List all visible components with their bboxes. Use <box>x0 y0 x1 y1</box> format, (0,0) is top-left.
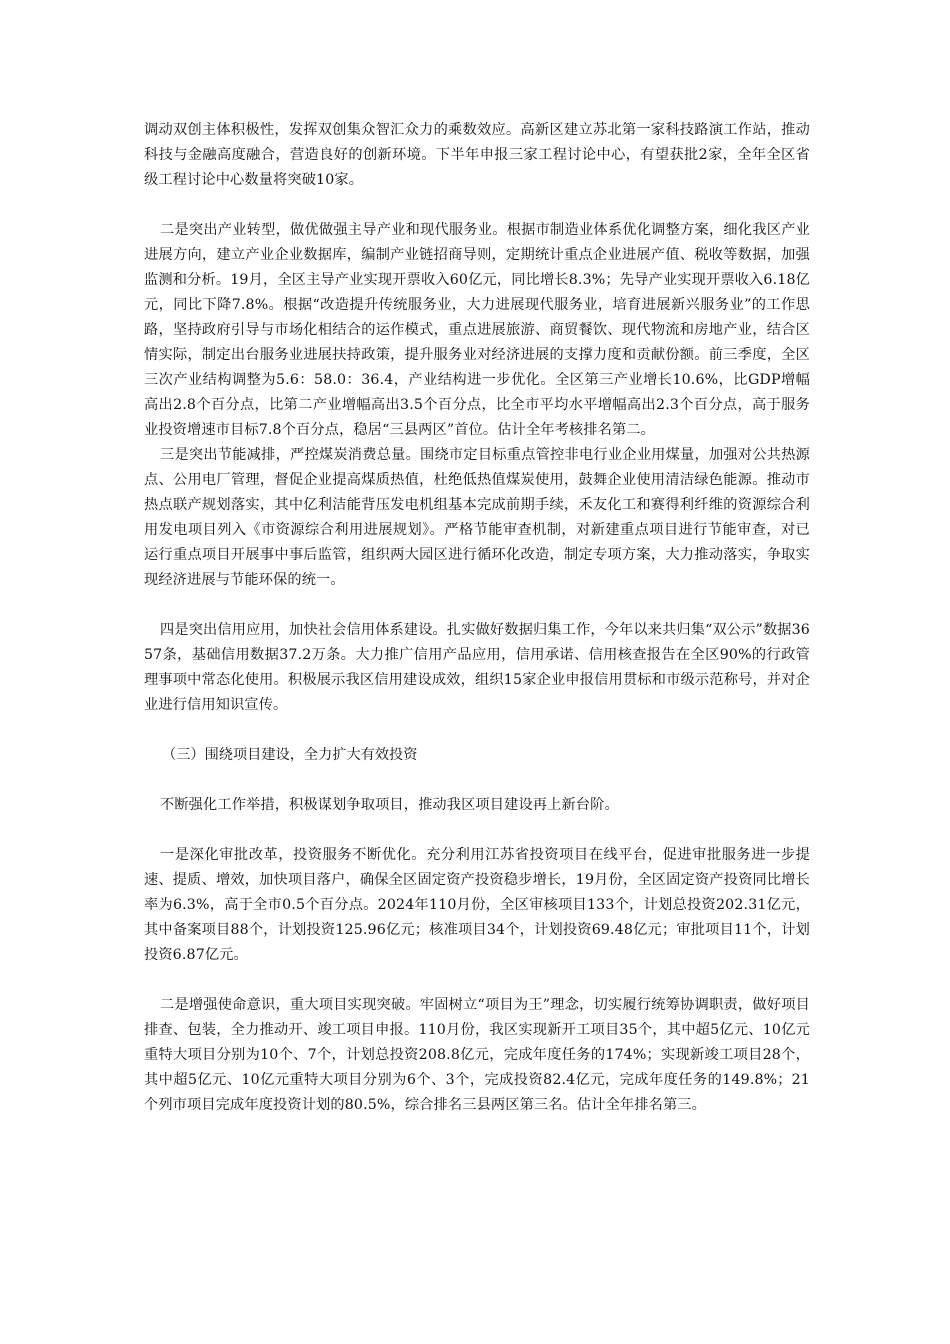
paragraph-credit-system: 四是突出信用应用，加快社会信用体系建设。扎实做好数据归集工作，今年以来共归集“双公示”数据3657条，基础信用数据37.2万条。大力推广信用产品应用，信用承诺、信用核查报告在全区90%的行政管理事项中常态化使用。积极展示我区信用建设成效，组织15家企业申报信用贯标和市级示范称号，并对企业进行信用知识宣传。 <box>144 622 810 713</box>
section-heading-project-construction: （三）围绕项目建设，全力扩大有效投资 <box>162 747 418 763</box>
paragraph-energy-saving: 三是突出节能减排，严控煤炭消费总量。围绕市定目标重点管控非电行业企业用煤量，加强对公共热源点、公用电厂管理，督促企业提高煤质热值，杜绝低热值煤炭使用，鼓舞企业使用清洁绿色能源。推动市热点联产规划落实，其中亿利洁能背压发电机组基本完成前期手续，禾友化工和赛得利纤维的资源综合利用发电项目列入《市资源综合利用进展规划》。严格节能审查机制，对新建重点项目进行节能审查，对已运行重点项目开展事中事后监管，组织两大园区进行循环化改造，制定专项方案，大力推动落实，争取实现经济进展与节能环保的统一。 <box>144 447 810 588</box>
paragraph-spacer <box>144 768 810 793</box>
paragraph-spacer <box>144 968 810 993</box>
paragraph-spacer <box>144 593 810 618</box>
paragraph-spacer <box>144 718 810 743</box>
paragraph-spacer <box>144 818 810 843</box>
paragraph-innovation-continuation: 调动双创主体积极性，发挥双创集众智汇众力的乘数效应。高新区建立苏北第一家科技路演工作站，推动科技与金融高度融合，营造良好的创新环境。下半年申报三家工程讨论中心，有望获批2家，全年全区省级工程讨论中心数量将突破10家。 <box>144 122 810 188</box>
document-body <box>144 118 810 1118</box>
paragraph-industry-transformation: 二是突出产业转型，做优做强主导产业和现代服务业。根据市制造业体系优化调整方案，细化我区产业进展方向，建立产业企业数据库，编制产业链招商导则，定期统计重点企业进展产值、税收等数据，加强监测和分析。19月，全区主导产业实现开票收入60亿元，同比增长8.3%；先导产业实现开票收入6.18亿元，同比下降7.8%。根据“改造提升传统服务业，大力进展现代服务业，培育进展新兴服务业”的工作思路，坚持政府引导与市场化相结合的运作模式，重点进展旅游、商贸餐饮、现代物流和房地产业，结合区情实际，制定出台服务业进展扶持政策，提升服务业对经济进展的支撑力度和贡献份额。前三季度，全区三次产业结构调整为5.6：58.0：36.4，产业结构进一步优化。全区第三产业增长10.6%，比GDP增幅高出2.8个百分点，比第二产业增幅高出3.5个百分点，比全市平均水平增幅高出2.3个百分点，高于服务业投资增速市目标7.8个百分点，稳居“三县两区”首位。估计全年考核排名第二。 <box>144 222 810 438</box>
paragraph-project-intro: 不断强化工作举措，积极谋划争取项目，推动我区项目建设再上新台阶。 <box>160 797 619 813</box>
paragraph-approval-reform: 一是深化审批改革，投资服务不断优化。充分利用江苏省投资项目在线平台，促进审批服务进一步提速、提质、增效，加快项目落户，确保全区固定资产投资稳步增长，19月份，全区固定资产投资同比增长率为6.3%，高于全市0.5个百分点。2024年110月份，全区审核项目133个，计划总投资202.31亿元，其中备案项目88个，计划投资125.96亿元；核准项目34个，计划投资69.48亿元；审批项目11个，计划投资6.87亿元。 <box>144 847 810 963</box>
paragraph-spacer <box>144 193 810 218</box>
paragraph-major-projects: 二是增强使命意识，重大项目实现突破。牢固树立“项目为王”理念，切实履行统筹协调职责，做好项目排查、包装，全力推动开、竣工项目申报。110月份，我区实现新开工项目35个，其中超5亿元、10亿元重特大项目分别为10个、7个，计划总投资208.8亿元，完成年度任务的174%；实现新竣工项目28个，其中超5亿元、10亿元重特大项目分别为6个、3个，完成投资82.4亿元，完成年度任务的149.8%；21个列市项目完成年度投资计划的80.5%，综合排名三县两区第三名。估计全年排名第三。 <box>144 997 810 1113</box>
